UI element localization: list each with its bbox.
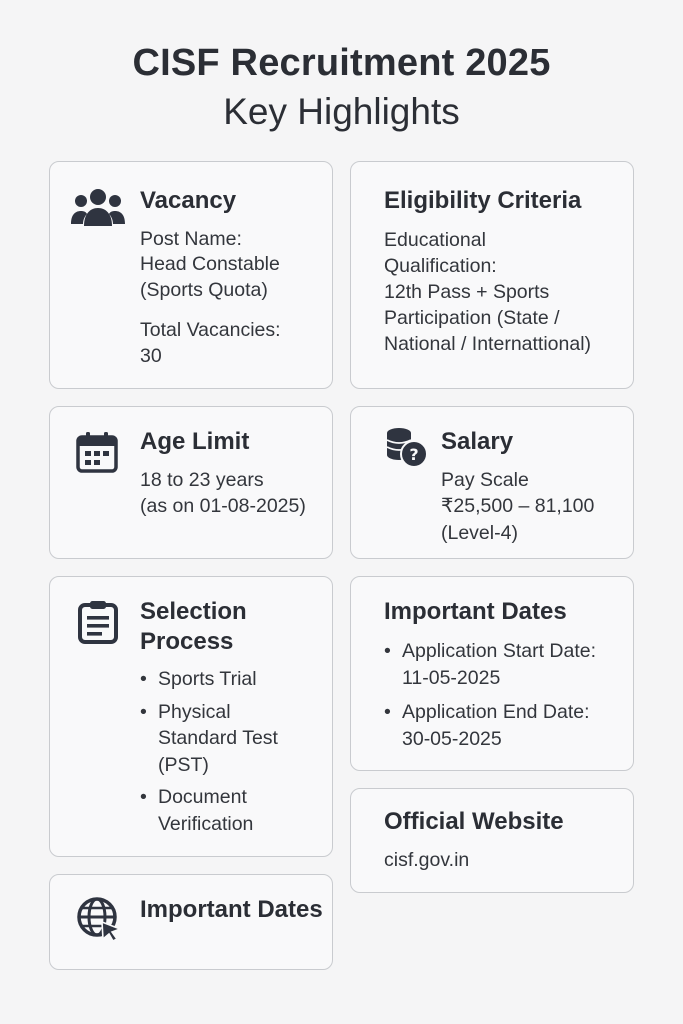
selection-heading-line2: Process — [140, 628, 234, 655]
end-date-label: Application End Date: — [402, 701, 590, 723]
clipboard-list-icon — [78, 600, 118, 644]
eligibility-line3: 12th Pass + Sports — [384, 281, 550, 303]
official-website-card — [350, 788, 634, 893]
start-date-value: 11-05-2025 — [402, 666, 501, 689]
eligibility-heading: Eligibility Criteria — [384, 187, 582, 214]
list-item: • Application Start Date: 11-05-2025 — [384, 640, 597, 689]
selection-step-2-line1: Physical — [158, 700, 231, 723]
salary-card — [350, 406, 634, 559]
selection-step-2-line2: Standard Test — [158, 727, 278, 749]
salary-heading: Salary — [441, 428, 514, 455]
post-name-label: Post Name: — [140, 228, 242, 250]
page-title-line1: CISF Recruitment 2025 — [132, 42, 551, 84]
eligibility-card — [350, 161, 634, 389]
page-subtitle: Key Highlights — [223, 91, 460, 132]
page-title — [0, 38, 683, 136]
post-name-value-line2: (Sports Quota) — [140, 279, 268, 301]
post-name-value-line1: Head Constable — [140, 253, 280, 275]
vacancy-card — [49, 161, 333, 389]
important-dates-link-heading: Important Dates — [140, 896, 323, 923]
important-dates-link-card[interactable] — [49, 874, 333, 970]
list-item: • Application End Date: 30-05-2025 — [384, 701, 590, 750]
total-vacancies-label: Total Vacancies: — [140, 319, 281, 341]
eligibility-line4: Participation (State / — [384, 307, 560, 329]
selection-step-1-line1: Sports Trial — [158, 668, 257, 690]
list-item: • Sports Trial — [140, 668, 257, 690]
official-website-heading: Official Website — [384, 808, 564, 835]
coins-icon — [385, 425, 429, 469]
selection-step-3-line2: Verification — [158, 812, 254, 835]
svg-text:?: ? — [409, 445, 419, 464]
age-limit-heading: Age Limit — [140, 428, 250, 455]
pay-scale-range: ₹25,500 – 81,100 — [441, 495, 595, 517]
official-website-link[interactable]: cisf.gov.in — [384, 849, 470, 871]
important-dates-list — [384, 638, 629, 758]
vacancy-heading: Vacancy — [140, 187, 237, 214]
important-dates-heading: Important Dates — [384, 598, 567, 625]
list-item: • Document Verification — [140, 786, 254, 835]
list-item: • Physical Standard Test (PST) — [140, 700, 278, 776]
selection-steps-list — [140, 666, 325, 843]
age-reference-date: (as on 01-08-2025) — [140, 495, 306, 517]
selection-step-3-line1: Document — [158, 786, 247, 808]
eligibility-line5: National / Internattional) — [384, 333, 592, 355]
end-date-value: 30-05-2025 — [402, 727, 502, 750]
total-vacancies-value: 30 — [140, 345, 162, 367]
globe-cursor-icon — [76, 896, 124, 944]
eligibility-line1: Educational — [384, 229, 486, 251]
selection-step-2-line3: (PST) — [158, 753, 209, 776]
people-group-icon — [70, 188, 126, 228]
important-dates-card — [350, 576, 634, 771]
age-limit-card — [49, 406, 333, 559]
age-range: 18 to 23 years — [140, 469, 264, 491]
pay-scale-label: Pay Scale — [441, 469, 529, 491]
calendar-icon — [76, 431, 118, 473]
eligibility-line2: Qualification: — [384, 255, 497, 277]
pay-level: (Level-4) — [441, 522, 518, 544]
start-date-label: Application Start Date: — [402, 640, 597, 662]
selection-heading-line1: Selection — [140, 598, 247, 625]
selection-process-card — [49, 576, 333, 857]
